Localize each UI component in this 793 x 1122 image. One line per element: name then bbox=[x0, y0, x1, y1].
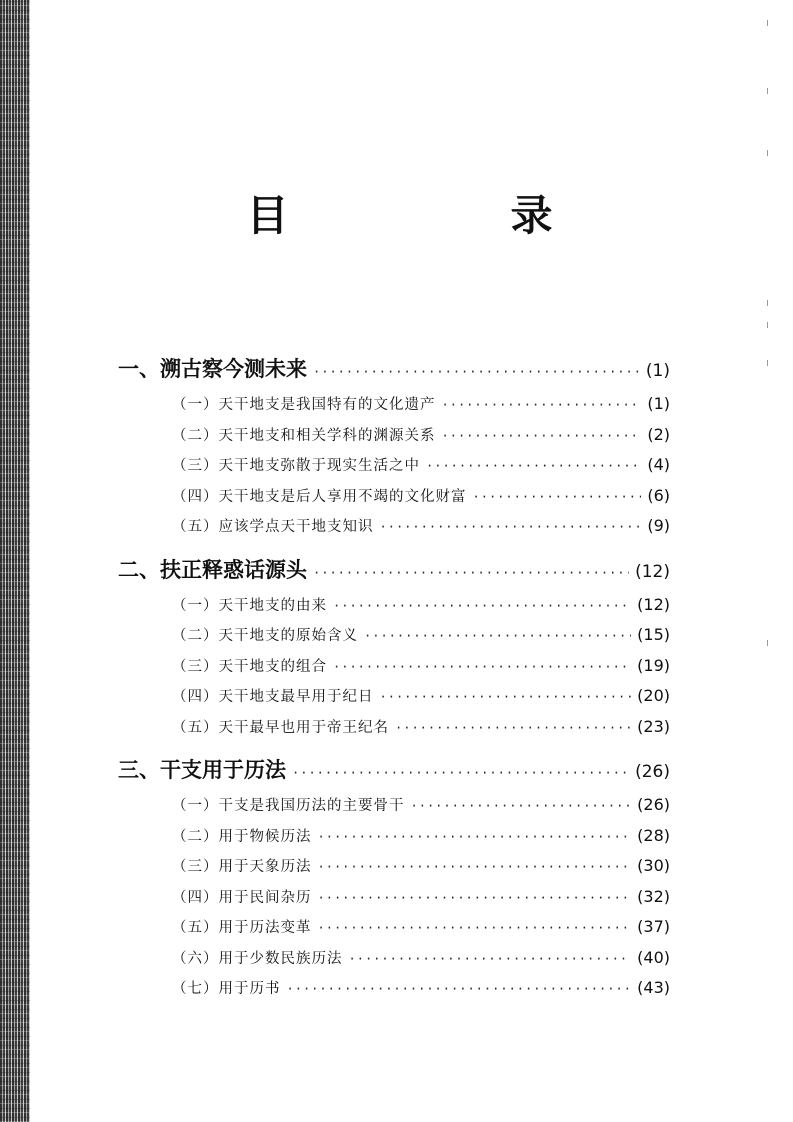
entry-label: （二）天干地支和相关学科的渊源关系 bbox=[172, 427, 436, 444]
toc-entry[interactable] bbox=[118, 424, 670, 455]
entry-page-number: (9) bbox=[647, 516, 670, 535]
toc-entry[interactable] bbox=[118, 485, 670, 516]
entry-page-number: (37) bbox=[637, 917, 670, 936]
entry-page-number: (32) bbox=[637, 886, 670, 906]
chapter-heading: 一、溯古察今测未来 bbox=[118, 356, 307, 381]
entry-label: （四）天干地支是后人享用不竭的文化财富 bbox=[172, 488, 467, 505]
entry-label: （五）天干最早也用于帝王纪名 bbox=[172, 719, 389, 736]
dot-leader bbox=[380, 520, 642, 534]
entry-page-number: (43) bbox=[637, 978, 670, 997]
entry-page-number: (28) bbox=[637, 825, 670, 845]
dot-leader bbox=[318, 860, 632, 874]
entry-page-number: (23) bbox=[637, 716, 670, 736]
entry-page-number: (19) bbox=[637, 655, 670, 675]
dot-leader bbox=[380, 690, 632, 704]
entry-label: （一）天干地支的由来 bbox=[172, 597, 327, 614]
entry-page-number: (40) bbox=[637, 947, 670, 967]
toc-chapter[interactable] bbox=[118, 754, 670, 794]
entry-page-number: (15) bbox=[637, 625, 670, 644]
entry-label: （五）用于历法变革 bbox=[172, 920, 312, 936]
entry-page-number: (26) bbox=[637, 795, 670, 814]
toc-entry[interactable] bbox=[118, 685, 670, 716]
table-of-contents bbox=[118, 353, 670, 1008]
toc-entry[interactable] bbox=[118, 947, 670, 978]
dot-leader bbox=[333, 599, 631, 613]
entry-label: （四）用于民间杂历 bbox=[172, 889, 312, 906]
dot-leader bbox=[333, 660, 631, 674]
entry-page-number: (12) bbox=[637, 594, 670, 614]
dot-leader bbox=[364, 629, 631, 643]
dot-leader bbox=[318, 830, 632, 844]
toc-entry[interactable] bbox=[118, 393, 670, 424]
chapter-page-number: (12) bbox=[635, 561, 670, 582]
dot-leader bbox=[442, 398, 642, 412]
entry-label: （二）用于物候历法 bbox=[172, 828, 312, 845]
toc-entry[interactable] bbox=[118, 594, 670, 625]
entry-label: （一）干支是我国历法的主要骨干 bbox=[172, 798, 405, 814]
toc-entry[interactable] bbox=[118, 825, 670, 856]
chapter-page-number: (26) bbox=[635, 762, 670, 782]
entry-label: （七）用于历书 bbox=[172, 981, 281, 997]
scan-specks bbox=[767, 0, 771, 1122]
dot-leader bbox=[473, 490, 642, 504]
scan-binding-edge bbox=[0, 0, 30, 1122]
dot-leader bbox=[318, 921, 632, 935]
entry-label: （四）天干地支最早用于纪日 bbox=[172, 689, 374, 705]
entry-label: （一）天干地支是我国特有的文化遗产 bbox=[172, 397, 436, 413]
dot-leader bbox=[287, 982, 632, 996]
toc-entry[interactable] bbox=[118, 855, 670, 886]
dot-leader bbox=[292, 766, 629, 780]
entry-page-number: (30) bbox=[637, 856, 670, 875]
entry-page-number: (20) bbox=[637, 686, 670, 705]
dot-leader bbox=[411, 799, 632, 813]
toc-entry[interactable] bbox=[118, 716, 670, 747]
entry-label: （三）用于天象历法 bbox=[172, 859, 312, 875]
toc-entry[interactable] bbox=[118, 886, 670, 917]
toc-entry[interactable] bbox=[118, 794, 670, 825]
toc-entry[interactable] bbox=[118, 624, 670, 655]
toc-entry[interactable] bbox=[118, 515, 670, 546]
dot-leader bbox=[426, 459, 641, 473]
toc-entry[interactable] bbox=[118, 655, 670, 686]
toc-chapter[interactable] bbox=[118, 554, 670, 594]
chapter-heading: 三、干支用于历法 bbox=[118, 757, 286, 782]
entry-label: （六）用于少数民族历法 bbox=[172, 950, 343, 967]
page-title: 目 录 bbox=[246, 191, 643, 240]
entry-page-number: (2) bbox=[647, 424, 670, 444]
dot-leader bbox=[395, 721, 631, 735]
dot-leader bbox=[313, 365, 640, 379]
entry-page-number: (4) bbox=[647, 455, 670, 474]
toc-entry[interactable] bbox=[118, 977, 670, 1008]
entry-label: （三）天干地支的组合 bbox=[172, 658, 327, 675]
entry-label: （二）天干地支的原始含义 bbox=[172, 628, 358, 644]
entry-page-number: (1) bbox=[647, 394, 670, 413]
toc-entry[interactable] bbox=[118, 916, 670, 947]
chapter-heading: 二、扶正释惑话源头 bbox=[118, 556, 307, 582]
entry-page-number: (6) bbox=[647, 485, 670, 505]
entry-label: （三）天干地支弥散于现实生活之中 bbox=[172, 458, 420, 474]
entry-label: （五）应该学点天干地支知识 bbox=[172, 519, 374, 535]
chapter-page-number: (1) bbox=[645, 361, 670, 381]
dot-leader bbox=[313, 566, 629, 580]
toc-entry[interactable] bbox=[118, 454, 670, 485]
toc-chapter[interactable] bbox=[118, 353, 670, 393]
dot-leader bbox=[349, 952, 632, 966]
dot-leader bbox=[318, 891, 632, 905]
dot-leader bbox=[442, 429, 642, 443]
